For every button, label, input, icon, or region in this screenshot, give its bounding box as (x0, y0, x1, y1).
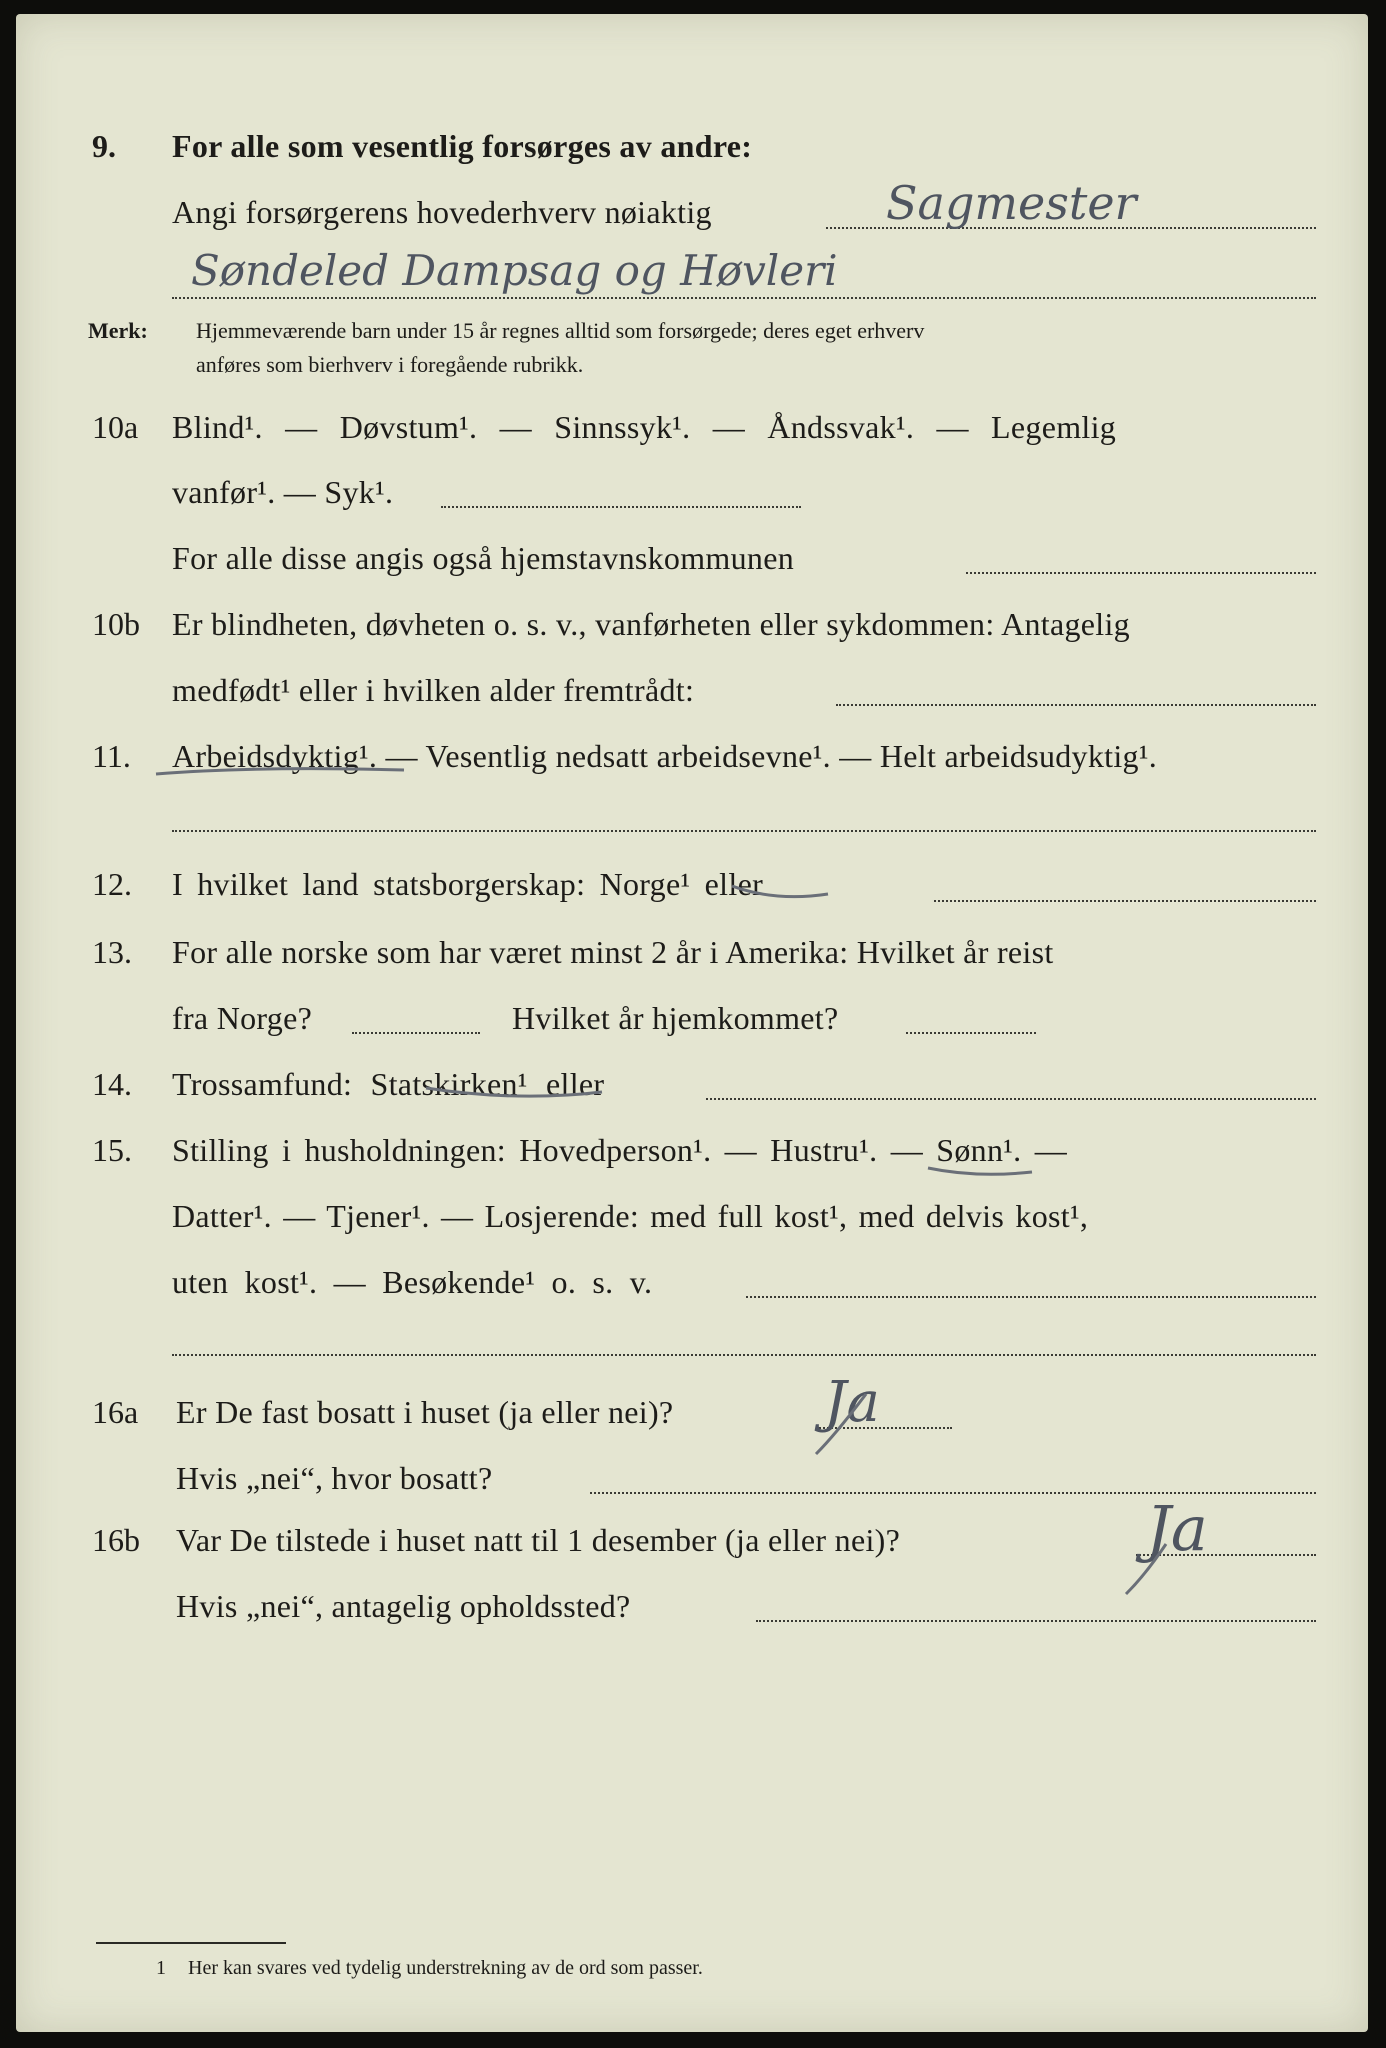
q13-hjemkommet-line (906, 1032, 1036, 1034)
q10b-line-1: Er blindheten, døvheten o. s. v., vanførheten eller sykdommen: Antagelig (172, 606, 1130, 642)
q14-line-1: Trossamfund: Statskirken¹ eller (172, 1066, 605, 1102)
question-number-10b: 10b (92, 606, 140, 642)
q13-line-1: For alle norske som har været minst 2 år i Amerika: Hvilket år reist (172, 934, 1054, 970)
q10b-answer-line (836, 704, 1316, 706)
q10a-syk-line (441, 506, 801, 508)
question-number-12: 12. (92, 866, 132, 902)
q10a-line-3: For alle disse angis også hjemstavnskommunen (172, 540, 795, 576)
q9-answer-line-2 (172, 297, 1316, 299)
question-number-14: 14. (92, 1066, 132, 1102)
q12-answer-line (934, 900, 1316, 902)
merk-label: Merk: (88, 318, 148, 343)
q10b-line-2: medfødt¹ eller i hvilken alder fremtrådt: (172, 672, 695, 708)
q9-handwritten-occupation: Sagmester (886, 176, 1137, 230)
q9-title: For alle som vesentlig forsørges av andre: (172, 128, 753, 164)
q15-extra-line (172, 1354, 1316, 1356)
q16b-opholdssted-line (756, 1620, 1316, 1622)
q15-answer-line (746, 1296, 1316, 1298)
q15-line-1: Stilling i husholdningen: Hovedperson¹. — Hustru¹. — Sønn¹. — (172, 1132, 1068, 1168)
q10a-hjemstavn-line (966, 572, 1316, 574)
q9-label: Angi forsørgerens hovederhverv nøiaktig (172, 194, 712, 230)
census-form-page (16, 14, 1368, 2032)
question-number-16b: 16b (92, 1522, 140, 1558)
footnote-rule (96, 1942, 286, 1944)
q15-line-3: uten kost¹. — Besøkende¹ o. s. v. (172, 1264, 653, 1300)
q16a-line-1: Er De fast bosatt i huset (ja eller nei)? (176, 1394, 674, 1430)
q11-answer-line (172, 830, 1316, 832)
q10a-line-2: vanfør¹. — Syk¹. (172, 474, 394, 510)
q13-line-2b: Hvilket år hjemkommet? (512, 1000, 839, 1036)
footnote-mark: 1 (156, 1957, 166, 1979)
q15-line-2: Datter¹. — Tjener¹. — Losjerende: med full kost¹, med delvis kost¹, (172, 1198, 1089, 1234)
q11-line-1: Arbeidsdyktig¹. — Vesentlig nedsatt arbeidsevne¹. — Helt arbeidsudyktig¹. (172, 738, 1158, 774)
q14-answer-line (706, 1098, 1316, 1100)
q12-line-1: I hvilket land statsborgerskap: Norge¹ eller (172, 866, 764, 902)
merk-line-2: anføres som bierhverv i foregående rubrikk. (196, 352, 584, 377)
question-number-10a: 10a (92, 409, 139, 445)
q16b-handwritten-answer: Ja (1146, 1492, 1208, 1565)
question-number-9: 9. (92, 128, 116, 164)
question-number-11: 11. (92, 738, 131, 774)
footnote-text: Her kan svares ved tydelig understrekning av de ord som passer. (188, 1957, 703, 1979)
q13-reist-line (352, 1032, 480, 1034)
q16b-line-2: Hvis „nei“, antagelig opholdssted? (176, 1588, 631, 1624)
question-number-16a: 16a (92, 1394, 139, 1430)
q16a-handwritten-answer: Ja (824, 1370, 880, 1435)
q10a-line-1: Blind¹. — Døvstum¹. — Sinnssyk¹. — Åndssvak¹. — Legemlig (172, 409, 1117, 445)
question-number-13: 13. (92, 934, 132, 970)
q16a-line-2: Hvis „nei“, hvor bosatt? (176, 1460, 493, 1496)
q9-handwritten-employer: Søndeled Dampsag og Høvleri (191, 246, 838, 295)
q16b-line-1: Var De tilstede i huset natt til 1 desember (ja eller nei)? (176, 1522, 901, 1558)
merk-line-1: Hjemmeværende barn under 15 år regnes alltid som forsørgede; deres eget erhverv (196, 318, 925, 343)
question-number-15: 15. (92, 1132, 132, 1168)
q13-line-2a: fra Norge? (172, 1000, 313, 1036)
